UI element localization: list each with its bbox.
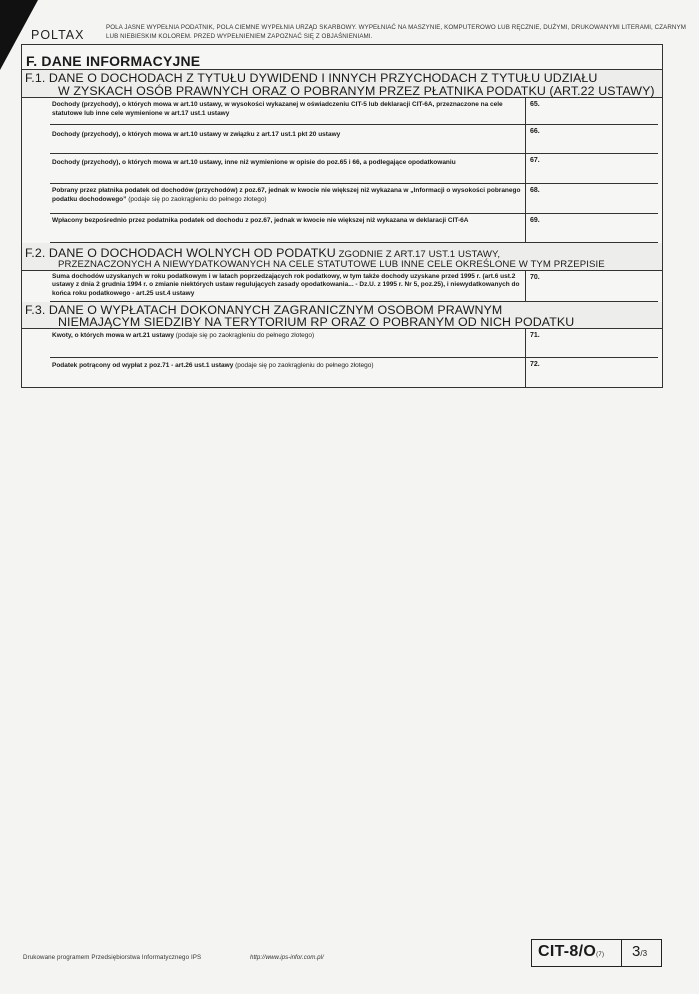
f1-title-line2: W ZYSKACH OSÓB PRAWNYCH ORAZ O POBRANYM PRZEZ PŁATNIKA PODATKU (ART.22 USTAWY) [58,84,655,98]
brand-logo: POLTAX [31,28,85,42]
field-input-65[interactable]: 65. [530,101,540,108]
field-label-66: Dochody (przychody), o których mowa w art.10 ustawy w związku z art.17 ust.1 pkt 20 ustawy [50,125,526,153]
field-row-69 [50,214,658,243]
f3-title-line1: F.3. DANE O WYPŁATACH DOKONANYCH ZAGRANICZNYM OSOBOM PRAWNYM [25,303,503,317]
field-input-72[interactable]: 72. [530,361,540,368]
field-input-69[interactable]: 69. [530,217,540,224]
f3-title-line2: NIEMAJĄCYM SIEDZIBY NA TERYTORIUM RP ORAZ O POBRANYM OD NICH PODATKU [58,315,575,329]
field-label-65: Dochody (przychody), o których mowa w art.10 ustawy, w wysokości wykazanej w oświadczeniu CIT-5 lub deklaracji CIT-6A, przeznaczone na cele statutowe lub inne cele wymienione w art.17 ust.1 ustawy [50,98,526,124]
f2-title-line1: F.2. DANE O DOCHODACH WOLNYCH OD PODATKU ZGODNIE Z ART.17 UST.1 USTAWY, [25,246,501,260]
footer-url[interactable]: http://www.ips-infor.com.pl/ [250,954,324,961]
field-label-68: Pobrany przez płatnika podatek od dochodów (przychodów) z poz.67, jednak w kwocie nie większej niż wykazana w „Informacji o wysokości pobranego podatku dochodowego” (podaje się po zaokrągleniu do pełnego złotego) [50,184,526,213]
field-row-65 [50,98,658,125]
footbox-divider [621,940,622,966]
f1-header [22,70,662,98]
instructions-text: POLA JASNE WYPEŁNIA PODATNIK, POLA CIEMNE WYPEŁNIA URZĄD SKARBOWY. WYPEŁNIAĆ NA MASZYNIE, KOMPUTEROWO LUB RĘCZNIE, DUŻYMI, DRUKOWANYMI LITERAMI, CZARNYM LUB NIEBIESKIM KOLOREM. PRZED WYPEŁNIENIEM ZAPOZNAĆ SIĘ Z OBJAŚNIENIAMI. [106,24,686,40]
field-label-72: Podatek potrącony od wypłat z poz.71 - art.26 ust.1 ustawy (podaje się po zaokrągleniu do pełnego złotego) [50,358,526,387]
page-number: 3/3 [632,943,648,960]
field-input-68[interactable]: 68. [530,187,540,194]
section-f-title: F. DANE INFORMACYJNE [22,45,662,70]
field-label-69: Wpłacony bezpośrednio przez podatnika podatek od dochodu z poz.67, jednak w kwocie nie większej niż wykazana w deklaracji CIT-6A [50,214,526,242]
field-label-70: Suma dochodów uzyskanych w roku podatkowym i w latach poprzedzających rok podatkowy, w tym także dochody uzyskane przed 1995 r. (art.6 ust.2 ustawy z dnia 2 grudnia 1994 r. o zmianie niektórych ustaw regulujących zasady opodatkowania... - Dz.U. z 1995 r. Nr 5, poz.25), i niewydatkowanych do końca roku podatkowego - art.25 ust.4 ustawy [50,271,526,301]
field-row-70 [50,271,658,302]
footer-printed-by: Drukowane programem Przedsiębiorstwa Informatycznego IPS [23,954,202,961]
field-row-71 [50,329,658,358]
field-row-72 [50,358,658,387]
field-input-71[interactable]: 71. [530,332,540,339]
field-row-67 [50,154,658,184]
field-label-71: Kwoty, o których mowa w art.21 ustawy (podaje się po zaokrągleniu do pełnego złotego) [50,329,526,357]
form-code-box [531,939,662,967]
f2-title-line2: PRZEZNACZONYCH A NIEWYDATKOWANYCH NA CELE STATUTOWE LUB INNE CELE OKREŚLONE W TYM PRZEPISIE [58,259,605,270]
field-input-66[interactable]: 66. [530,128,540,135]
field-input-67[interactable]: 67. [530,157,540,164]
field-input-70[interactable]: 70. [530,274,540,281]
field-row-66 [50,125,658,154]
section-f-box [21,44,663,388]
field-label-67: Dochody (przychody), o których mowa w art.10 ustawy, inne niż wymienione w opisie do poz.65 i 66, a podlegające opodatkowaniu [50,154,526,183]
f2-header [22,243,662,271]
form-code: CIT-8/O(7) [538,943,605,960]
field-row-68 [50,184,658,214]
f1-title-line1: F.1. DANE O DOCHODACH Z TYTUŁU DYWIDEND I INNYCH PRZYCHODACH Z TYTUŁU UDZIAŁU [25,71,598,85]
f3-header [22,302,662,329]
